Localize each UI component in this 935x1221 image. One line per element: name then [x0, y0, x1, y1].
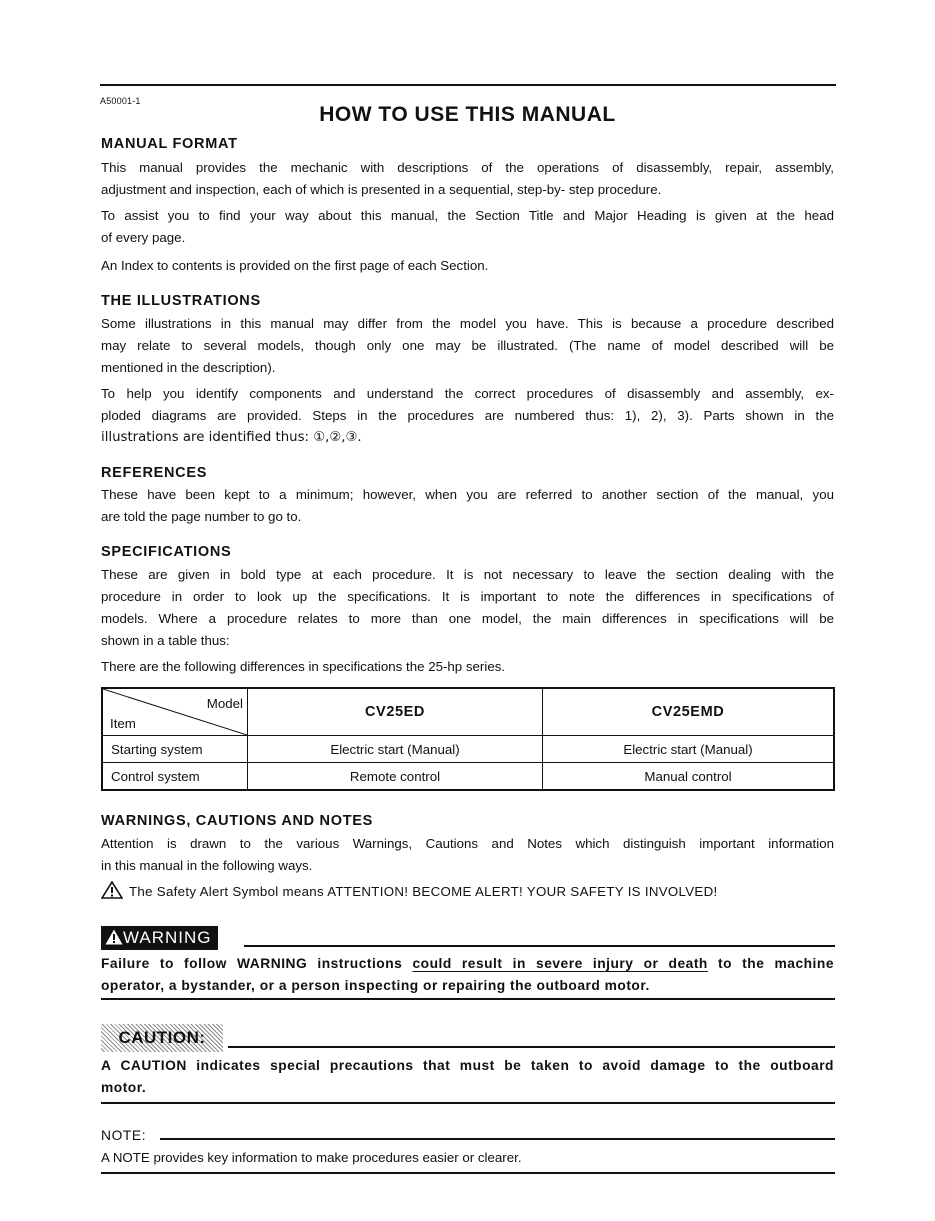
caution-rule — [228, 1046, 835, 1048]
corner-item-label: Item — [110, 716, 136, 731]
specifications-paragraph-1: These are given in bold type at each procedure. It is not necessary to leave the section dealing with the procedure in order to look up the specifications. It is important to note the differences in specifications of models. Where a procedure relates to more than one model, the main differences in specifications will be shown in a table thus: — [101, 567, 834, 648]
column-header-cv25emd: CV25EMD — [543, 688, 835, 736]
warning-text: Failure to follow WARNING instructions could result in severe injury or death to the machine operator, a bystander, or a person inspecting or repairing the outboard motor. — [101, 956, 834, 993]
references-heading: REFERENCES — [101, 465, 208, 481]
specifications-heading: SPECIFICATIONS — [101, 544, 232, 560]
table-cell: Remote control — [248, 763, 543, 791]
manual-format-heading: MANUAL FORMAT — [101, 136, 238, 152]
warning-rule — [244, 945, 835, 947]
note-label: NOTE: — [101, 1128, 147, 1143]
table-cell: Electric start (Manual) — [248, 736, 543, 763]
specifications-paragraph-2: There are the following differences in specifications the 25-hp series. — [101, 659, 506, 674]
safety-alert-icon — [101, 881, 123, 902]
note-rule — [160, 1138, 835, 1140]
manual-format-paragraph-2: To assist you to find your way about this manual, the Section Title and Major Heading is given at the head of every page. — [101, 208, 834, 245]
warnings-paragraph: Attention is drawn to the various Warnings, Cautions and Notes which distinguish important information in this manual in the following ways. — [101, 836, 834, 873]
document-code: A50001-1 — [100, 96, 141, 106]
warnings-heading: WARNINGS, CAUTIONS AND NOTES — [101, 813, 374, 829]
references-paragraph: These have been kept to a minimum; however, when you are referred to another section of the manual, you are told the page number to go to. — [101, 487, 834, 524]
corner-model-label: Model — [206, 696, 243, 711]
warning-bottom-rule — [101, 998, 835, 1000]
caution-text: A CAUTION indicates special precautions that must be taken to avoid damage to the outboard motor. — [101, 1058, 834, 1095]
row-label: Starting system — [102, 736, 248, 763]
warning-label: WARNING — [123, 928, 212, 947]
caution-bottom-rule — [101, 1102, 835, 1104]
illustrations-heading: THE ILLUSTRATIONS — [101, 293, 261, 309]
illustrations-paragraph-2: To help you identify components and understand the correct procedures of disassembly and assembly, ex- ploded diagrams are provided. Steps in the procedures are numbered thus: 1), 2), 3). Parts shown in the illustrations are identified thus: ①,②,③. — [101, 386, 834, 445]
page-title: HOW TO USE THIS MANUAL — [319, 103, 616, 126]
manual-format-paragraph-1: This manual provides the mechanic with descriptions of the operations of disassembly, repair, assembly, adjustment and inspection, each of which is presented in a sequential, step-by- step procedure. — [101, 160, 834, 197]
warning-label-box — [101, 926, 218, 950]
table-row — [102, 736, 834, 763]
warning-triangle-icon — [105, 929, 123, 945]
note-bottom-rule — [101, 1172, 835, 1174]
row-label: Control system — [102, 763, 248, 791]
column-header-cv25ed: CV25ED — [248, 688, 543, 736]
safety-alert-text: The Safety Alert Symbol means ATTENTION! BECOME ALERT! YOUR SAFETY IS INVOLVED! — [129, 884, 718, 899]
manual-format-paragraph-3: An Index to contents is provided on the first page of each Section. — [101, 258, 489, 273]
table-cell: Manual control — [543, 763, 835, 791]
illustrations-paragraph-1: Some illustrations in this manual may differ from the model you have. This is because a procedure described may relate to several models, though only one may be illustrated. (The name of model described will be mentioned in the description). — [101, 316, 834, 375]
table-header-row — [102, 688, 834, 736]
specifications-table — [101, 687, 835, 791]
table-cell: Electric start (Manual) — [543, 736, 835, 763]
table-corner-cell — [102, 688, 248, 736]
top-rule — [100, 84, 836, 86]
safety-alert-line — [101, 881, 718, 902]
caution-label: CAUTION: — [101, 1024, 223, 1052]
note-text: A NOTE provides key information to make procedures easier or clearer. — [101, 1150, 522, 1165]
table-row — [102, 763, 834, 791]
